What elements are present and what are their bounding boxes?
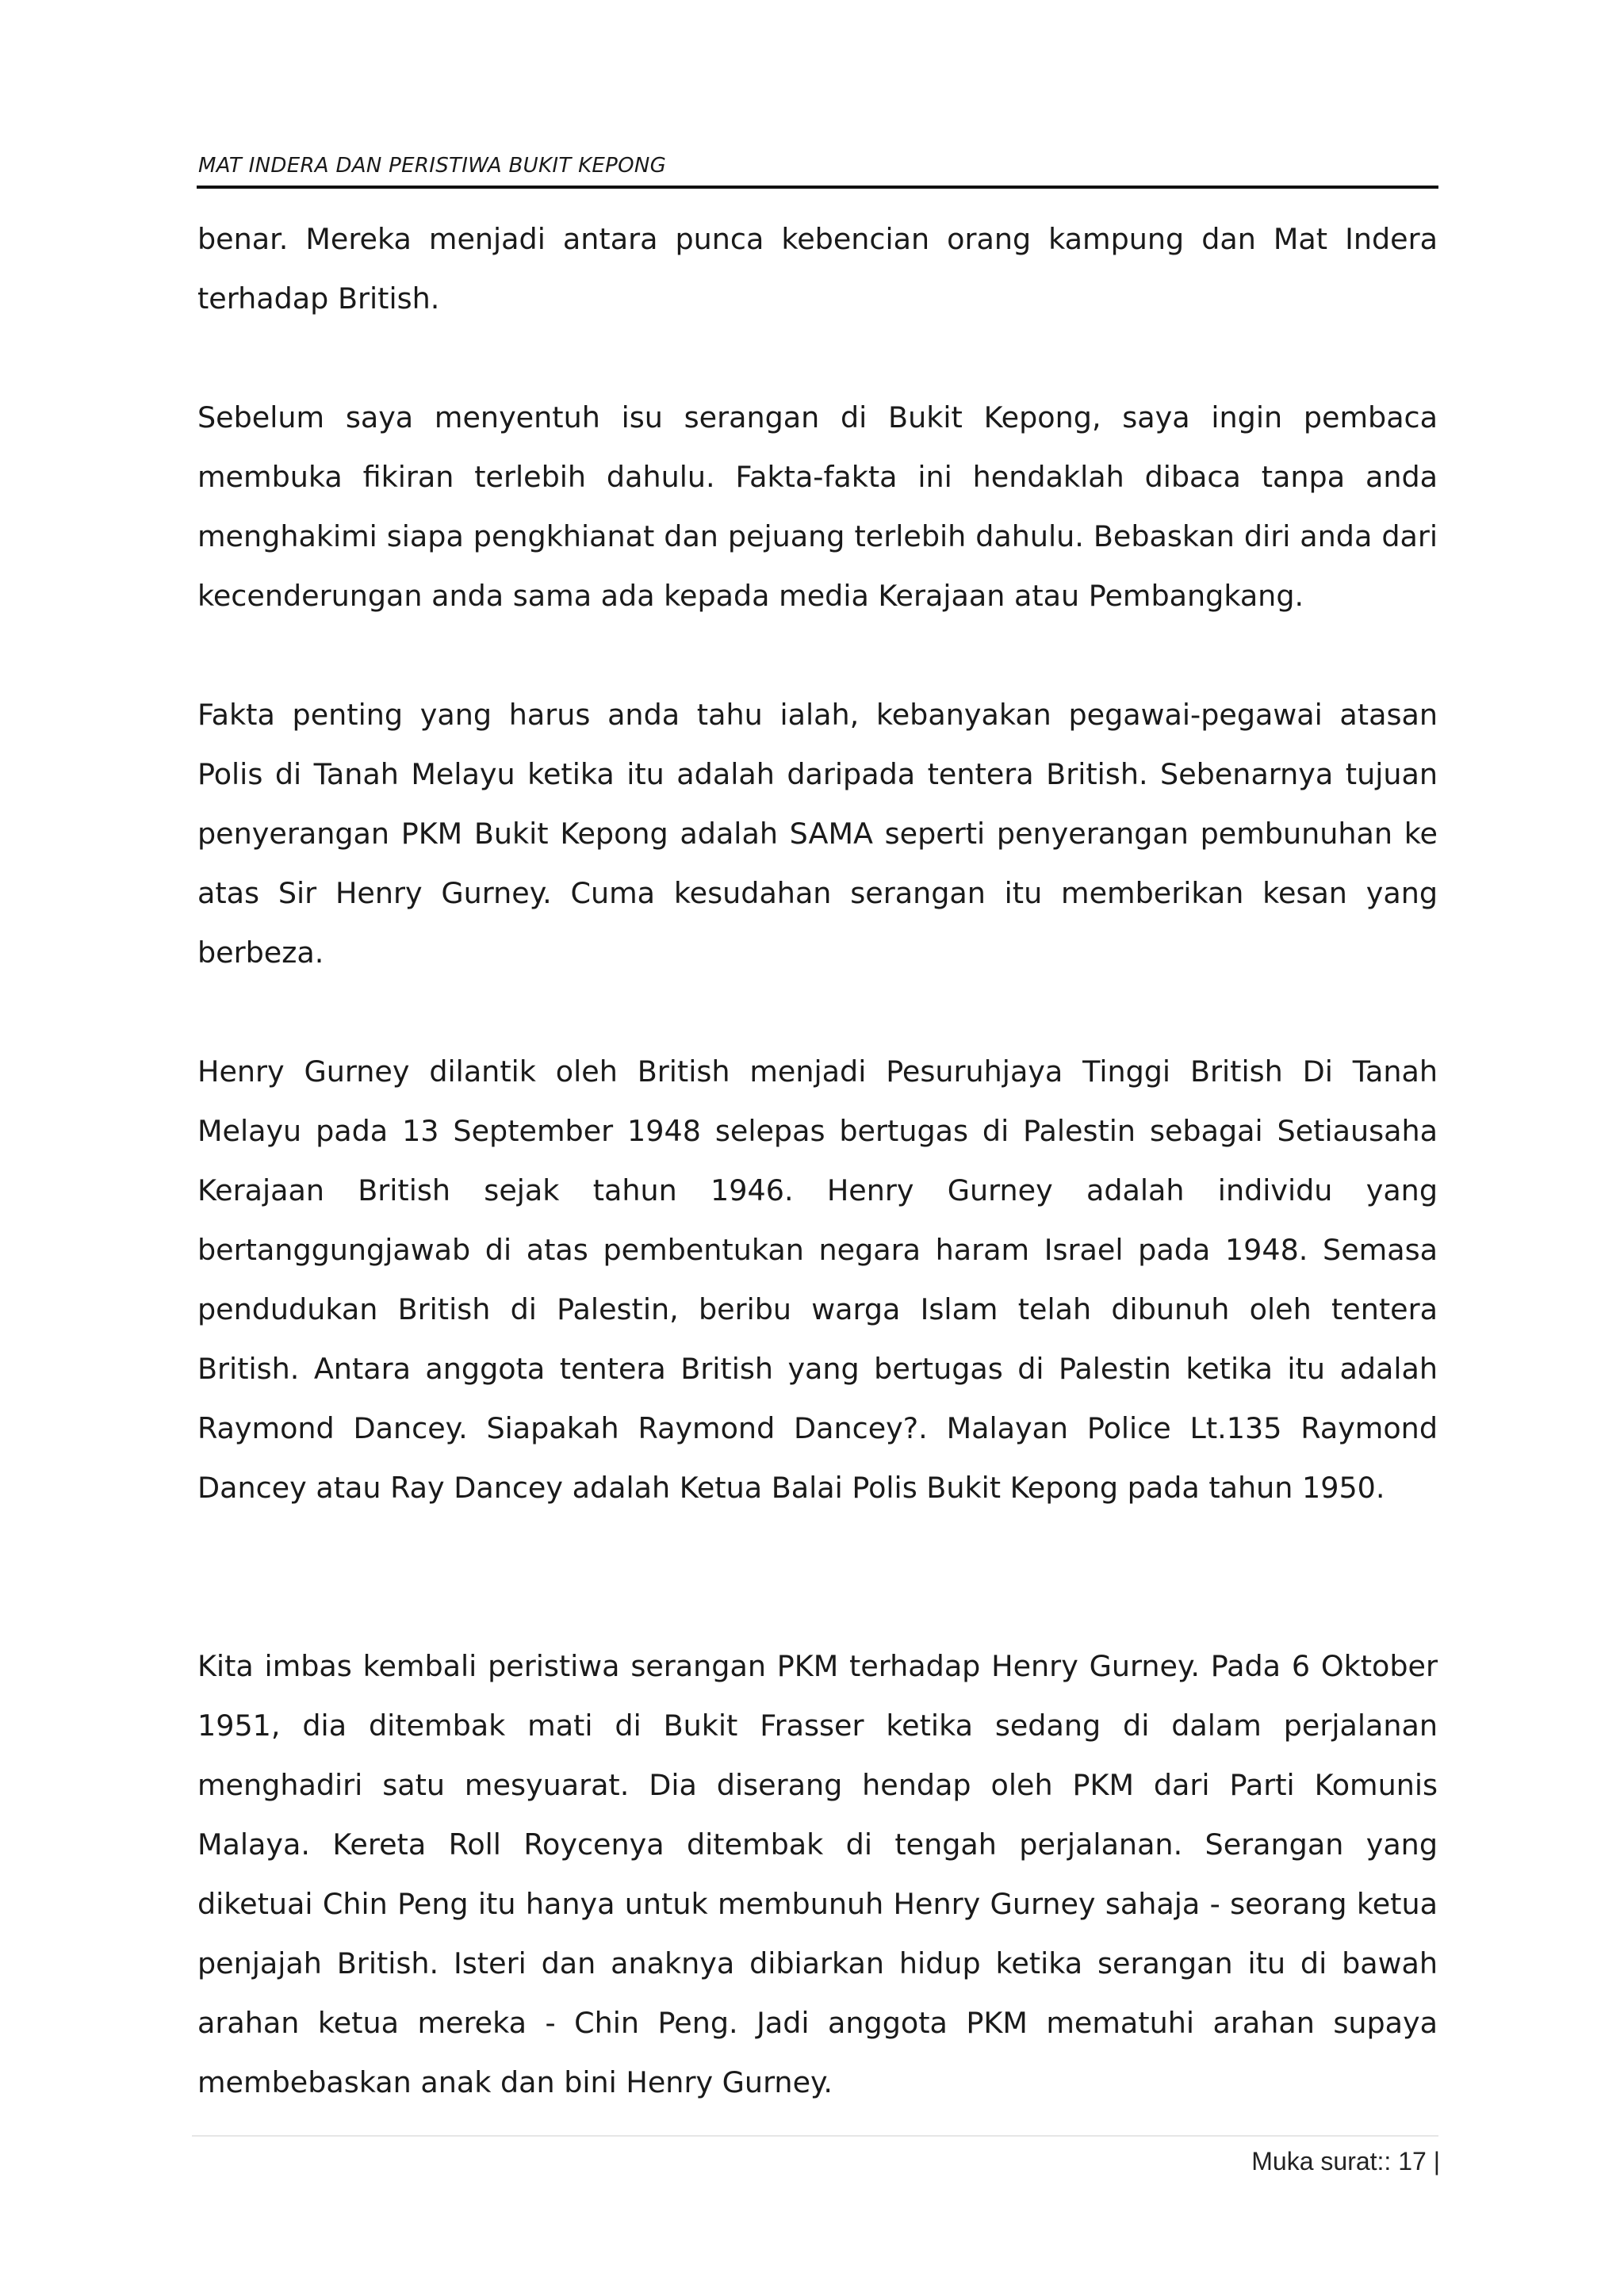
- document-body: [197, 209, 1438, 2112]
- running-header: [197, 151, 1438, 189]
- page-number: Muka surat:: 17 |: [1251, 2147, 1440, 2175]
- paragraph-4: Henry Gurney dilantik oleh British menjadi Pesuruhjaya Tinggi British Di Tanah Melayu pada 13 September 1948 selepas bertugas di Palestin sebagai Setiausaha Kerajaan British sejak tahun 1946. Henry Gurney adalah individu yang bertanggungjawab di atas pembentukan negara haram Israel pada 1948. Semasa pendudukan British di Palestin, beribu warga Islam telah dibunuh oleh tentera British. Antara anggota tentera British yang bertugas di Palestin ketika itu adalah Raymond Dancey. Siapakah Raymond Dancey?. Malayan Police Lt.135 Raymond Dancey atau Ray Dancey adalah Ketua Balai Polis Bukit Kepong pada tahun 1950.: [197, 1054, 1438, 1505]
- header-title: MAT INDERA DAN PERISTIWA BUKIT KEPONG: [198, 154, 667, 178]
- footer-divider: [192, 2135, 1438, 2137]
- paragraph-3: Fakta penting yang harus anda tahu ialah, kebanyakan pegawai-pegawai atasan Polis di Tanah Melayu ketika itu adalah daripada tentera British. Sebenarnya tujuan penyerangan PKM Bukit Kepong adalah SAMA seperti penyerangan pembunuhan ke atas Sir Henry Gurney. Cuma kesudahan serangan itu memberikan kesan yang berbeza.: [197, 698, 1438, 970]
- paragraph-2: Sebelum saya menyentuh isu serangan di Bukit Kepong, saya ingin pembaca membuka fikiran terlebih dahulu. Fakta-fakta ini hendaklah dibaca tanpa anda menghakimi siapa pengkhianat dan pejuang terlebih dahulu. Bebaskan diri anda dari kecenderungan anda sama ada kepada media Kerajaan atau Pembangkang.: [197, 400, 1438, 613]
- paragraph-1: benar. Mereka menjadi antara punca kebencian orang kampung dan Mat Indera terhadap British.: [197, 222, 1438, 316]
- paragraph-5: Kita imbas kembali peristiwa serangan PKM terhadap Henry Gurney. Pada 6 Oktober 1951, dia ditembak mati di Bukit Frasser ketika sedang di dalam perjalanan menghadiri satu mesyuarat. Dia diserang hendap oleh PKM dari Parti Komunis Malaya. Kereta Roll Roycenya ditembak di tengah perjalanan. Serangan yang diketuai Chin Peng itu hanya untuk membunuh Henry Gurney sahaja - seorang ketua penjajah British. Isteri dan anaknya dibiarkan hidup ketika serangan itu di bawah arahan ketua mereka - Chin Peng. Jadi anggota PKM mematuhi arahan supaya membebaskan anak dan bini Henry Gurney.: [197, 1649, 1438, 2099]
